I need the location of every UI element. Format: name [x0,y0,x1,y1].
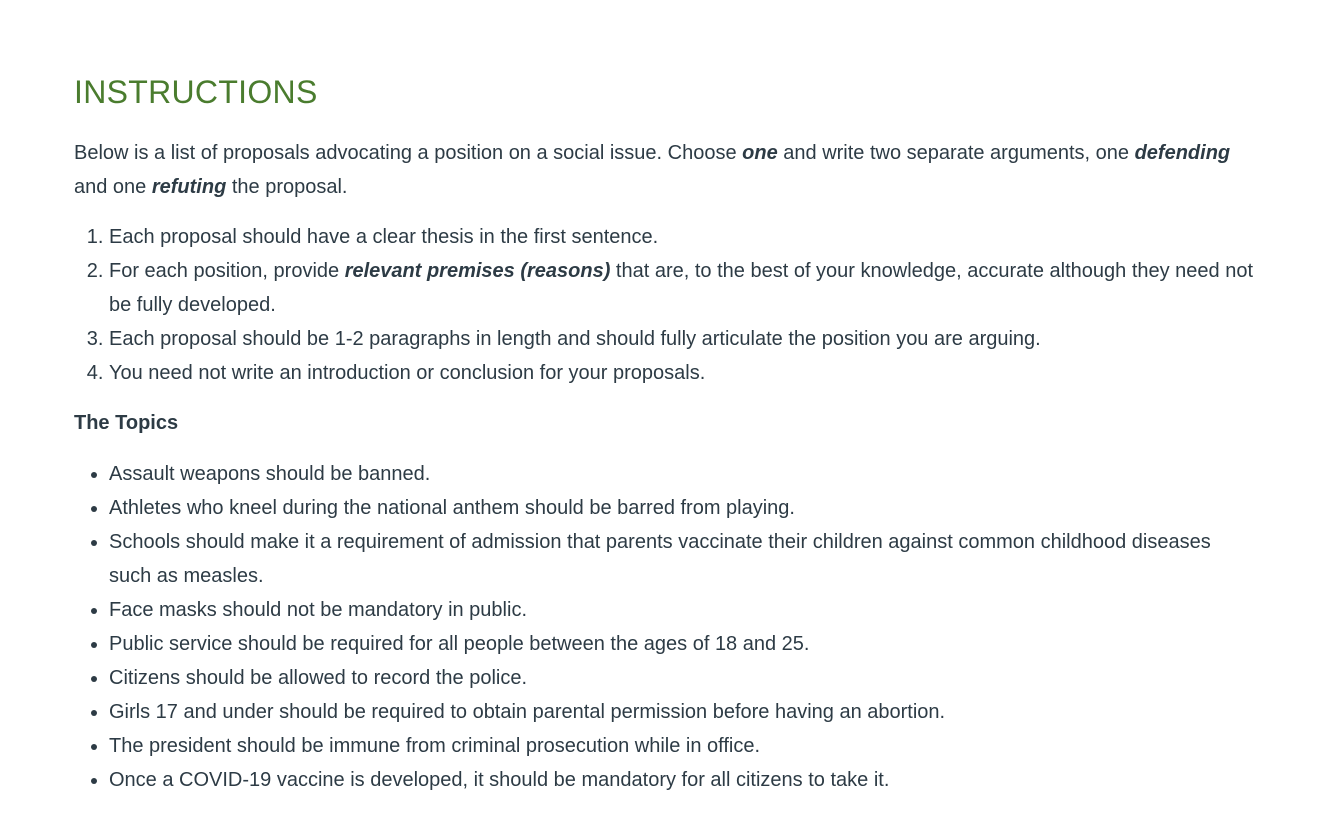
topic-item: • The president should be immune from criminal prosecution while in office. [109,729,1254,763]
intro-paragraph [74,136,1254,204]
intro-text-2: and write two separate arguments, one [777,142,1135,164]
topics-heading: The Topics [74,412,179,434]
intro-emphasis-one: one [742,142,778,164]
topic-item: • Girls 17 and under should be required to obtain parental permission before having an abortion. [109,695,1254,729]
topic-item: • Public service should be required for all people between the ages of 18 and 25. [109,627,1254,661]
rule-item-1: 1. Each proposal should have a clear thesis in the first sentence. [109,220,1254,254]
topic-item: • Once a COVID-19 vaccine is developed, it should be mandatory for all citizens to take it. [109,763,1254,797]
intro-text-1: Below is a list of proposals advocating a position on a social issue. Choose [74,142,743,164]
rule-item-2 [109,254,1254,322]
rule-2-text-post: that are, to the best of your knowledge, accurate although they need not be fully developed. [109,260,1254,316]
topic-item: • Citizens should be allowed to record the police. [109,661,1254,695]
topic-item: • Face masks should not be mandatory in public. [109,593,1254,627]
topic-item: • Schools should make it a requirement of admission that parents vaccinate their children against common childhood diseases such as measles. [109,525,1254,593]
intro-emphasis-defending: defending [1134,142,1231,164]
topics-list [74,457,1254,797]
intro-text-3: and one [74,176,152,198]
intro-emphasis-refuting: refuting [151,176,227,198]
topic-item: • Assault weapons should be banned. [109,457,1254,491]
rules-list [74,220,1254,390]
rule-2-emphasis: relevant premises (reasons) [344,260,611,282]
topic-item: • Athletes who kneel during the national anthem should be barred from playing. [109,491,1254,525]
rule-item-4: 4. You need not write an introduction or conclusion for your proposals. [109,356,1254,390]
page-title: INSTRUCTIONS [74,74,318,110]
rule-2-text-pre: For each position, provide [109,260,345,282]
intro-text-4: the proposal. [226,176,348,198]
rule-item-3: 3. Each proposal should be 1-2 paragraphs in length and should fully articulate the position you are arguing. [109,322,1254,356]
